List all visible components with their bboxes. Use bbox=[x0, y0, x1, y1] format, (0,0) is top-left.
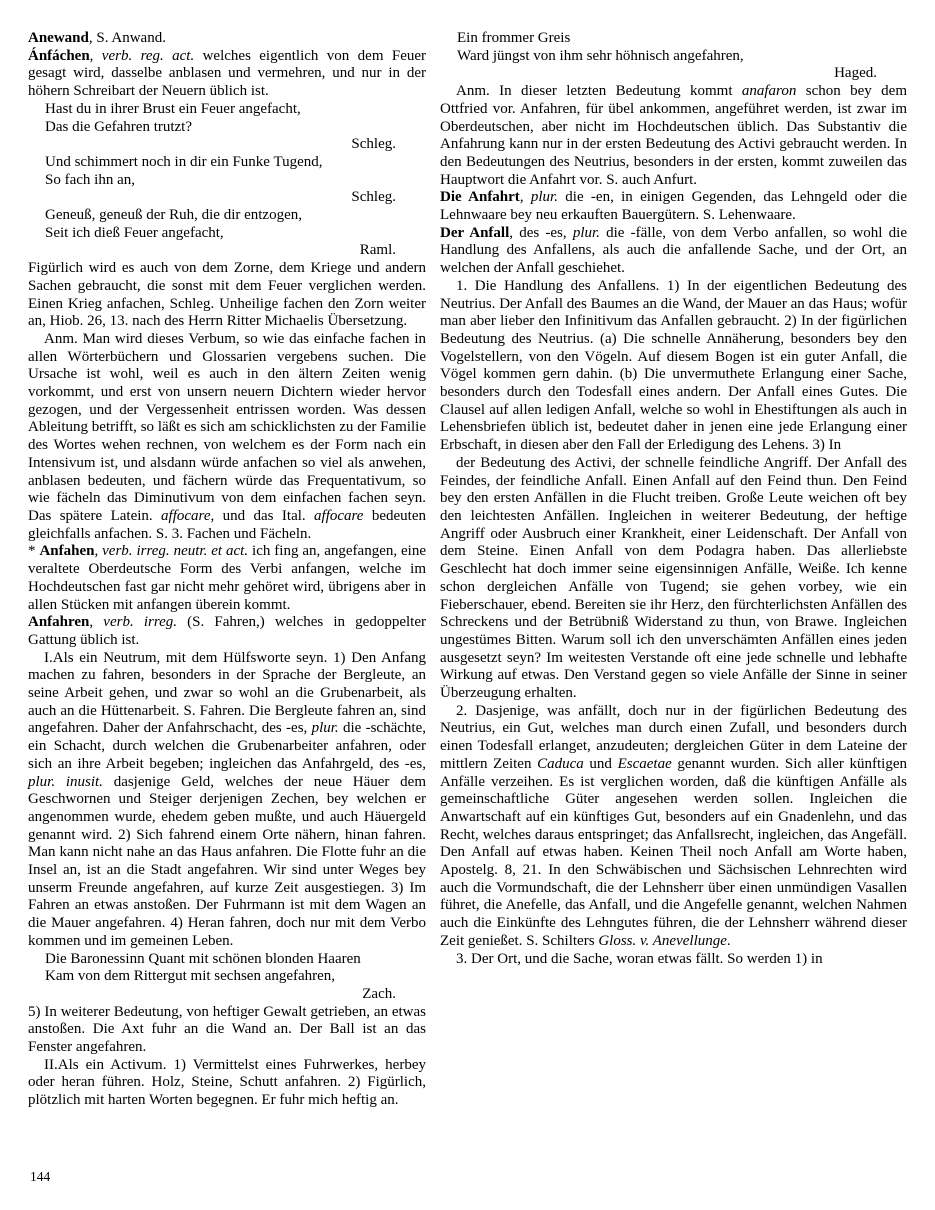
body-text: der Bedeutung des Activi, der schnelle feindliche Angriff. Der Anfall des Feindes, der feindliche Anfall. Einen Anfall auf den Feind thun. Den Feind bey den ersten Anfällen in die Flucht treiben. Große Leute weichen oft bey den leichtesten Anfällen. Ingleichen in weiterer Bedeutung, der heftige Angriff oder Ausbruch einer Krankheit, einer Leidenschaft. Der Anfall von dem Steine. Einen Anfall von dem Podagra haben. Das allerliebste Geschlecht hat doch immer seine eigensinnigen Anfälle, Weiße. Ich kenne schon dergleichen Anfälle von Tugend; sie gehen vorbey, wie ein Fieberschauer, ebend. Bereiten sie ihr Herz, den fürchterlichsten Anfällen des Schreckens und der Betrübniß Widerstand zu thun, von Brawe. Ingleichen ungestümes Bitten. Warum soll ich den unverschämten Anfällen eines jeden ausgesetzt seyn? Im weitesten Verstande oft eine jede schnelle und lebhafte Wirkung auf etwas. Den Verstand gegen so viele Anfälle der Sinne in seiner Überzeugung erhalten. bbox=[440, 454, 907, 702]
headword-text: Anfahen bbox=[39, 543, 95, 560]
verse-line: Die Baronessinn Quant mit schönen blonden Haaren bbox=[45, 950, 361, 967]
verse-quotation bbox=[440, 30, 907, 65]
verse-line: So fach ihn an, bbox=[45, 171, 135, 188]
italic-text: Gloss. v. Anevellunge bbox=[598, 932, 727, 949]
body-text: , des -es, bbox=[509, 224, 573, 241]
body-text: * bbox=[28, 543, 40, 560]
headword-text: Die Anfahrt bbox=[440, 189, 520, 206]
verse-line: Geneuß, geneuß der Ruh, die dir entzogen, bbox=[45, 207, 302, 224]
body-text: genannt wurden. Sich aller künftigen Anfälle verzeihen. Es ist verglichen worden, daß die künftigen Anfälle als gemeinschaftliche Güter angesehen werden sollen. Ingleichen die Anwartschaft auf ein künftiges Gut, besonders auf ein Gnadenlehn, und das Recht, welches daraus entspringet; das Anfallsrecht, ingleichen, das Angefäll. Den Anfall auf etwas haben. Keinen Theil noch Anfall am Worte haben, Apostelg. 8, 21. In den Schwäbischen und Sächsischen Lehnrechten wird auch die Vormundschaft, die der Lehnsherr über einen unmündigen Vasallen führet, die Anefelle, das Anfall, und die Angefelle genannt, welchen Nahmen auch die Einkünfte des Lehngutes führen, die der Lehnsherr während dieser Zeit genießet. S. Schilters bbox=[440, 755, 907, 949]
paragraph bbox=[28, 650, 426, 951]
paragraph bbox=[28, 331, 426, 543]
paragraph bbox=[440, 951, 907, 969]
source-attribution: Haged. bbox=[834, 65, 877, 82]
verse-line: Kam von dem Rittergut mit sechsen angefahren, bbox=[45, 968, 336, 985]
body-text: welches eigentlich von dem Feuer gesagt wird, dasselbe anblasen und vermehren, und nur in der höhern Schreibart der Neuern üblich ist. bbox=[28, 47, 427, 100]
paragraph bbox=[440, 703, 907, 951]
body-text: die -schächte, ein Schacht, durch welchen die Grubenarbeiter anfahren, oder sich an ihre Arbeit begeben; ingleichen das Anfahrgeld, des -es, bbox=[28, 720, 426, 772]
source-attribution: Zach. bbox=[362, 985, 396, 1002]
body-text: 3. Der Ort, und die Sache, woran etwas fällt. So werden 1) in bbox=[456, 950, 823, 967]
verse-quotation bbox=[28, 101, 426, 136]
verse-line: Ein frommer Greis bbox=[457, 30, 571, 46]
body-text: dasjenige Geld, welches der neue Häuer dem Geschwornen und Steiger derjenigen Zechen, bey welchen er angenommen wurde, ehedem geben mußte, und auch Häuergeld genannt wird. 2) Sich fahrend einem Orte nähern, hinan fahren. Man kann nicht nahe an das Haus anfahren. Die Flotte fuhr an die Insel an, ist an die Stadt angefahren. Wir sind unter Weges bey unserm Freunde angefahren, auf kurze Zeit ausgestiegen. 3) Im Fahren an etwas anstoßen. Der Fuhrmann ist mit dem Wagen an die Mauer angefahren. 4) Heran fahren, doch nur mit dem Verbo kommen und im gemeinen Leben. bbox=[28, 773, 426, 949]
verse-line: Seit ich dieß Feuer angefacht, bbox=[45, 224, 224, 241]
paragraph bbox=[440, 455, 907, 703]
italic-text: verb. irreg. neutr. et act. bbox=[102, 543, 249, 560]
italic-text: anafaron bbox=[741, 83, 797, 100]
verse-quotation bbox=[28, 207, 426, 242]
source-attribution: Schleg. bbox=[351, 189, 396, 206]
verse-quotation bbox=[28, 154, 426, 189]
body-text: . bbox=[726, 932, 731, 949]
headword-text: Der Anfall bbox=[440, 224, 510, 241]
headword-text: Anfahren bbox=[28, 614, 90, 631]
body-text: Anm. Man wird dieses Verbum, so wie das einfache fachen in allen Wörterbüchern und Glossarien vergebens suchen. Die Ursache ist wohl, weil es auch in den ältern Zeiten wenig vorkommt, und erst von unsern neuern Dichtern wieder hervor gezogen, und der Vergessenheit entrissen worden. Was dessen Ableitung betrifft, so läßt es sich am schicklichsten zu der Familie des Wortes wehen rechnen, von welchem es der Form nach ein Intensivum ist, und alsdann würde anfachen so viel als anwehen, anblasen bedeuten, und fächern würde das Frequentativum, so wie fächeln das Diminutivum von dem einfachen fachen seyn. Das spätere Latein. bbox=[28, 330, 426, 524]
italic-text: Escaetae bbox=[617, 755, 672, 772]
body-text: , S. Anwand. bbox=[88, 30, 166, 46]
verse-quotation bbox=[28, 951, 426, 986]
body-text: (S. Fahren,) welches in gedoppelter Gattung üblich ist. bbox=[28, 614, 426, 648]
body-text: bedeuten gleichfalls anfachen. S. 3. Fachen und Fächeln. bbox=[28, 507, 426, 542]
body-text: I.Als ein Neutrum, mit dem Hülfsworte seyn. 1) Den Anfang machen zu fahren, besonders in der Sprache der Bergleute, an seine Arbeit gehen, und zwar so wohl an die Grubenarbeit, als auch an die Hüttenarbeit. S. Fahren. Die Bergleute fahren an, sind angefahren. Daher der Anfahrschacht, des -es, bbox=[28, 649, 426, 737]
italic-text: plur. inusit. bbox=[28, 773, 103, 790]
headword-text: Anewand bbox=[28, 30, 89, 46]
body-text: , bbox=[89, 47, 102, 64]
paragraph bbox=[440, 278, 907, 455]
body-text: Figürlich wird es auch von dem Zorne, dem Kriege und andern Sachen gebraucht, die sonst mit dem Feuer verglichen werden. Einen Krieg anfachen, Schleg. Unheilige fachen den Zorn weiter an, Hiob. 26, 13. nach des Herrn Ritter Michaelis Übersetzung. bbox=[28, 260, 426, 330]
body-text: , bbox=[94, 543, 103, 560]
paragraph bbox=[28, 260, 426, 331]
verse-line: Und schimmert noch in dir ein Funke Tugend, bbox=[45, 153, 323, 170]
italic-text: plur. bbox=[530, 189, 558, 206]
paragraph bbox=[28, 48, 426, 101]
headword-text: Ánfáchen bbox=[28, 47, 90, 64]
italic-text: affocare bbox=[161, 507, 211, 524]
body-text: 5) In weiterer Bedeutung, von heftiger Gewalt getrieben, an etwas anstoßen. Die Axt fuhr an die Wand an. Der Ball ist an das Fenster angefahren. bbox=[28, 1003, 426, 1056]
paragraph bbox=[28, 543, 426, 614]
verse-line: Hast du in ihrer Brust ein Feuer angefacht, bbox=[45, 100, 301, 117]
italic-text: Caduca bbox=[537, 755, 584, 772]
text-column-right bbox=[440, 30, 907, 1110]
paragraph bbox=[28, 1057, 426, 1110]
source-attribution: Raml. bbox=[359, 242, 396, 259]
italic-text: verb. irreg. bbox=[103, 614, 178, 631]
paragraph bbox=[28, 30, 426, 48]
text-column-left bbox=[28, 30, 426, 1110]
italic-text: plur. bbox=[572, 224, 600, 241]
verse-line: Ward jüngst von ihm sehr höhnisch angefahren, bbox=[457, 47, 744, 64]
body-text: , bbox=[519, 189, 531, 206]
body-text: Anm. In dieser letzten Bedeutung kommt bbox=[456, 83, 742, 100]
body-text: 1. Die Handlung des Anfallens. 1) In der eigentlichen Bedeutung des Neutrius. Der Anfall des Baumes an die Wand, der Mauer an das Haus; wofür man aber lieber den Infinitivum das Anfallen gebraucht. 2) In der figürlichen Bedeutung des Neutrius. (a) Die schnelle Annäherung, besonders bey den Vogelstellern, von den Vögeln. Auf diesem Bogen ist ein guter Anfall, die Vögel kommen gern dahin. (b) Die unvermuthete Erlangung einer Sache, besonders durch den Todesfall eines andern. Der Anfall eines Gutes. Die Clausel auf allen ledigen Anfall, welche so wohl in Ehestiftungen als auch in Lehensbriefen üblich ist, bedeutet daher in jenen eine jede Erlangung einer Erbschaft, in diesen aber den Fall der Erledigung des Lehens. 3) In bbox=[440, 277, 907, 454]
body-text: schon bey dem Ottfried vor. Anfahren, für übel ankommen, angeführet werden, ist zwar im Oberdeutschen, aber nicht im Hochdeutschen üblich. Das Substantiv die Anfahrung kann nur in der ersten Bedeutung des Activi gebraucht werden. In den Bedeutungen des Neutrius, besonders in der ersten, kommt zuweilen das Hauptwort die Anfahrt vor. S. auch Anfurt. bbox=[440, 83, 907, 188]
paragraph bbox=[28, 614, 426, 649]
body-text: und bbox=[583, 755, 618, 772]
body-text: II.Als ein Activum. 1) Vermittelst eines Fuhrwerkes, herbey oder heran führen. Holz, Steine, Schutt anfahren. 2) Figürlich, plötzlich mit harten Worten begegnen. Er fuhr mich heftig an. bbox=[28, 1056, 426, 1109]
italic-text: verb. reg. act. bbox=[101, 47, 195, 64]
page-number: 144 bbox=[30, 1169, 51, 1184]
body-text: die -en, in einigen Gegenden, das Lehngeld oder die Lehnwaare bey neu erkauften Bauergütern. S. Lehenwaare. bbox=[440, 189, 907, 224]
verse-line: Das die Gefahren trutzt? bbox=[45, 118, 193, 135]
body-text: ich fing an, angefangen, eine veraltete Oberdeutsche Form des Verbi anfangen, welche im Hochdeutschen fast gar nicht mehr gehöret wird, übrigens aber in allen Stücken mit anfangen überein kommt. bbox=[28, 543, 427, 613]
paragraph bbox=[440, 83, 907, 189]
italic-text: plur. bbox=[311, 720, 339, 737]
paragraph bbox=[440, 189, 907, 224]
italic-text: affocare bbox=[314, 507, 364, 524]
body-text: die -fälle, von dem Verbo anfallen, so wohl die Handlung des Anfallens, als auch die anfallende Sache, und der Ort, an welchen der Anfall geschiehet. bbox=[440, 224, 907, 277]
paragraph bbox=[440, 225, 907, 278]
body-text: , bbox=[89, 614, 104, 631]
body-text: , und das Ital. bbox=[210, 507, 315, 524]
source-attribution: Schleg. bbox=[351, 136, 396, 153]
body-text: 2. Dasjenige, was anfällt, doch nur in der figürlichen Bedeutung des Neutrius, ein Gut, welches man durch einen Zufall, und besonders durch einen Todesfall erlanget, anzudeuten; dergleichen Güter in dem Lateine der mittlern Zeiten bbox=[440, 702, 907, 772]
paragraph bbox=[28, 1004, 426, 1057]
